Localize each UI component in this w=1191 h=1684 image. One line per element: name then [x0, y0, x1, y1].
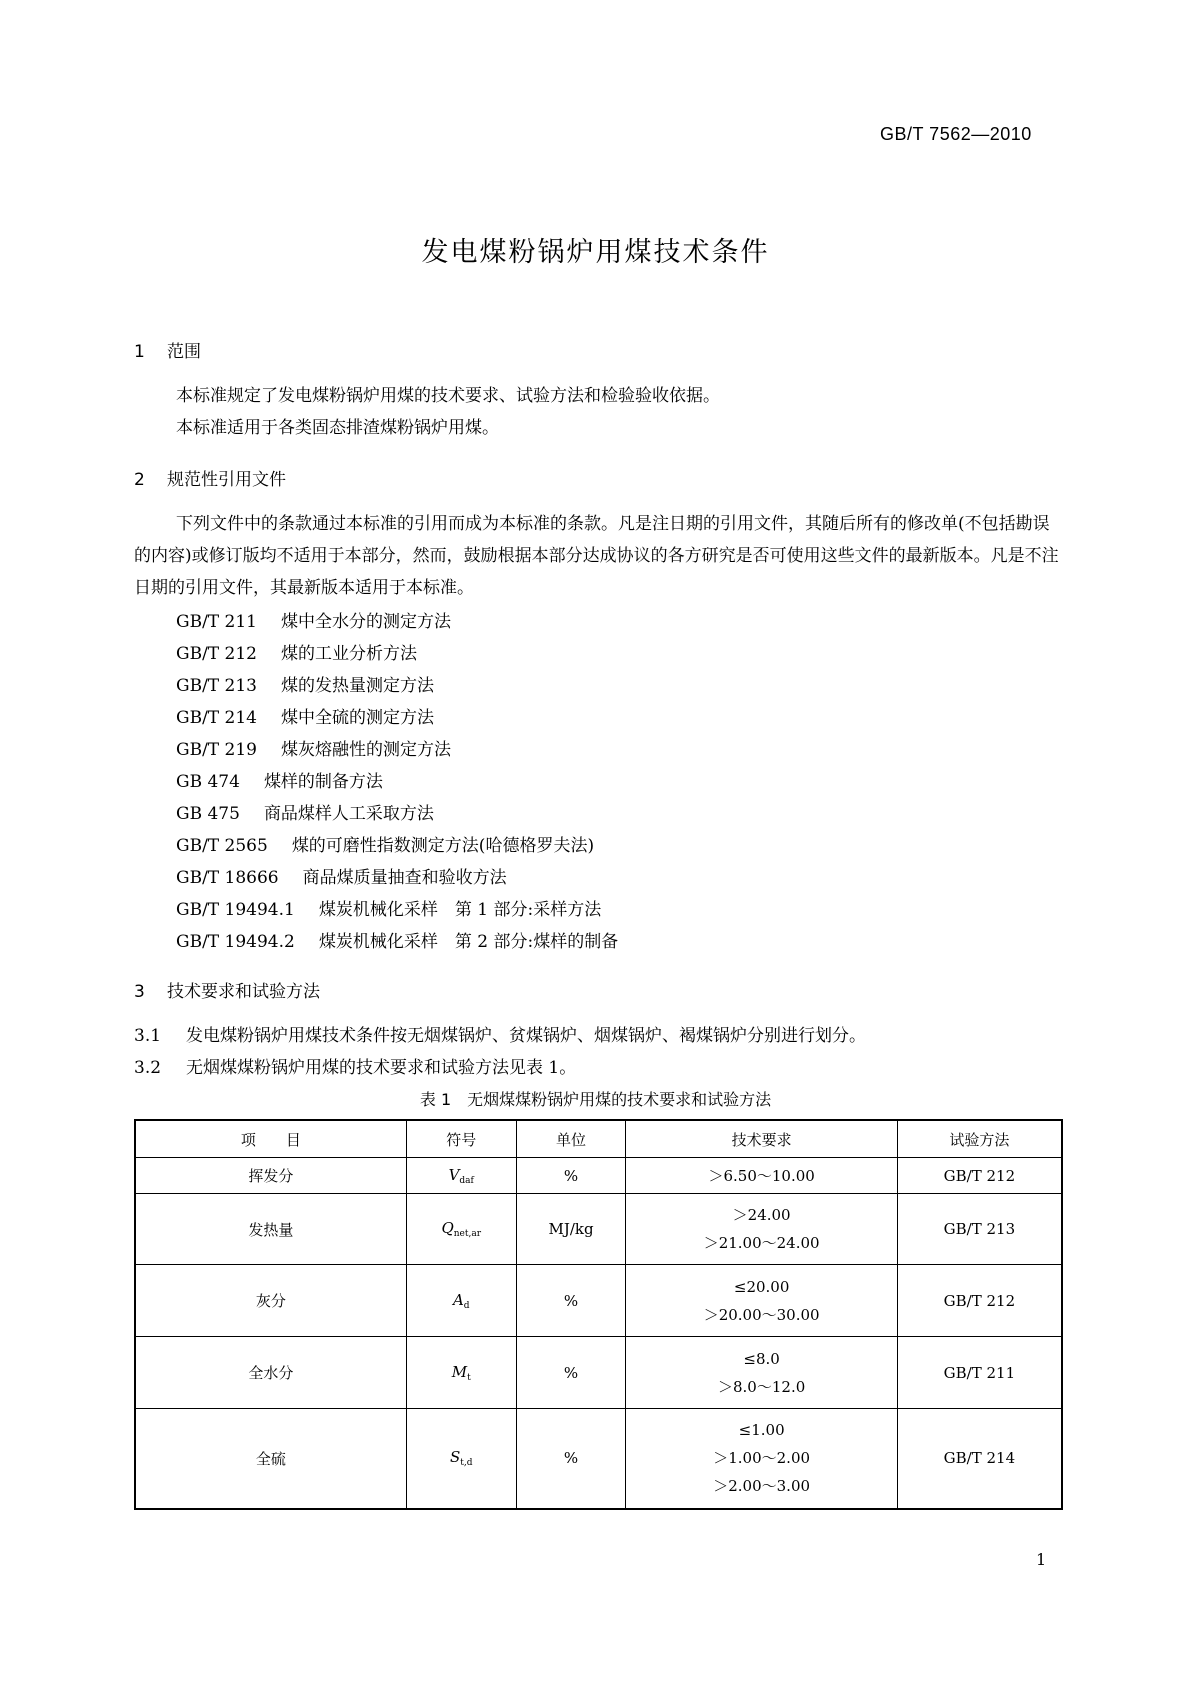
reference-title: 煤的可磨性指数测定方法(哈德格罗夫法) [291, 836, 595, 856]
page-number: 1 [1036, 1550, 1047, 1569]
item-cell: 全水分 [135, 1337, 406, 1409]
reference-item [176, 894, 618, 926]
header-item: 项 目 [135, 1120, 406, 1158]
reference-code: GB/T 19494.1 [176, 900, 295, 920]
symbol-main: Q [441, 1219, 454, 1237]
requirement-line: ＞8.0～12.0 [718, 1377, 806, 1396]
symbol-subscript: t,d [460, 1458, 473, 1469]
clause-text: 发电煤粉锅炉用煤技术条件按无烟煤锅炉、贫煤锅炉、烟煤锅炉、褐煤锅炉分别进行划分。 [186, 1026, 866, 1046]
reference-item [176, 734, 618, 766]
unit-cell: % [516, 1265, 626, 1337]
reference-item [176, 638, 618, 670]
unit-cell: % [516, 1409, 626, 1509]
header-unit: 单位 [516, 1120, 626, 1158]
header-method: 试验方法 [897, 1120, 1062, 1158]
section-1-heading [134, 337, 201, 362]
symbol-subscript: t [467, 1372, 471, 1383]
table-row [135, 1265, 1062, 1337]
requirement-cell [626, 1337, 897, 1409]
item-cell: 挥发分 [135, 1158, 406, 1194]
symbol-main: A [452, 1290, 464, 1309]
reference-code: GB/T 212 [176, 644, 257, 664]
table-caption: 表 1 无烟煤煤粉锅炉用煤的技术要求和试验方法 [419, 1090, 772, 1109]
table-row [135, 1337, 1062, 1409]
reference-code: GB/T 2565 [176, 836, 268, 856]
reference-item [176, 830, 618, 862]
reference-item [176, 670, 618, 702]
table-row [135, 1409, 1062, 1509]
paragraph: 下列文件中的条款通过本标准的引用而成为本标准的条款。凡是注日期的引用文件，其随后所有的修改单(不包括勘误的内容)或修订版均不适用于本部分，然而，鼓励根据本部分达成协议的各方研究是否可使用这些文件的最新版本。凡是不注日期的引用文件，其最新版本适用于本标准。 [134, 514, 1059, 598]
reference-item [176, 606, 618, 638]
symbol-subscript: d [463, 1300, 470, 1311]
requirement-line: ＞24.00 [732, 1206, 791, 1224]
section-number: 2 [134, 470, 145, 490]
requirement-line: ＞1.00～2.00 [713, 1449, 811, 1468]
reference-item [176, 798, 618, 830]
table-row [135, 1158, 1062, 1194]
requirement-line: ≤1.00 [738, 1421, 785, 1440]
section-number: 3 [134, 982, 145, 1002]
symbol-subscript: daf [459, 1175, 474, 1186]
requirement-line: ＞20.00～30.00 [703, 1305, 820, 1324]
requirement-line: ＞2.00～3.00 [713, 1477, 811, 1496]
reference-code: GB/T 214 [176, 708, 257, 728]
requirements-table [134, 1119, 1063, 1510]
standard-id: GB/T 7562—2010 [880, 124, 1032, 144]
reference-code: GB/T 213 [176, 676, 257, 696]
item-cell: 全硫 [135, 1409, 406, 1509]
header-requirement: 技术要求 [626, 1120, 897, 1158]
document-title: 发电煤粉锅炉用煤技术条件 [421, 237, 770, 268]
paragraph: 本标准规定了发电煤粉锅炉用煤的技术要求、试验方法和检验验收依据。 [176, 386, 720, 406]
symbol-cell [406, 1337, 516, 1409]
requirement-cell [626, 1409, 897, 1509]
clause-text: 无烟煤煤粉锅炉用煤的技术要求和试验方法见表 1。 [186, 1058, 577, 1078]
reference-item [176, 702, 618, 734]
method-cell: GB/T 212 [897, 1265, 1062, 1337]
reference-item [176, 862, 618, 894]
reference-title: 煤样的制备方法 [263, 772, 383, 792]
symbol-main: S [449, 1448, 461, 1467]
unit-cell: % [516, 1158, 626, 1194]
reference-title: 煤炭机械化采样 第 1 部分:采样方法 [318, 900, 602, 920]
requirement-cell [626, 1158, 897, 1194]
clause-3-1 [134, 1021, 866, 1046]
header-symbol: 符号 [406, 1120, 516, 1158]
reference-title: 商品煤质量抽查和验收方法 [302, 868, 507, 888]
symbol-cell [406, 1409, 516, 1509]
reference-title: 煤中全水分的测定方法 [281, 612, 451, 632]
reference-item [176, 926, 618, 958]
reference-list [176, 606, 618, 958]
clause-number: 3.1 [134, 1026, 162, 1046]
reference-title: 煤灰熔融性的测定方法 [281, 740, 451, 760]
clause-3-2 [134, 1053, 576, 1078]
table-row [135, 1194, 1062, 1265]
requirement-line: ≤8.0 [743, 1349, 780, 1368]
unit-cell: MJ/kg [516, 1194, 626, 1265]
reference-title: 煤的发热量测定方法 [281, 676, 434, 696]
symbol-main: M [451, 1362, 468, 1381]
requirement-line: ＞21.00～24.00 [703, 1234, 820, 1252]
section-title: 规范性引用文件 [167, 470, 286, 490]
item-cell: 发热量 [135, 1194, 406, 1265]
symbol-cell [406, 1265, 516, 1337]
section-title: 范围 [167, 342, 201, 362]
clause-number: 3.2 [134, 1058, 162, 1078]
requirement-line: ≤20.00 [733, 1277, 790, 1296]
method-cell: GB/T 213 [897, 1194, 1062, 1265]
symbol-main: V [448, 1165, 460, 1184]
table-header-row [135, 1120, 1062, 1158]
reference-title: 煤炭机械化采样 第 2 部分:煤样的制备 [318, 932, 619, 952]
symbol-cell [406, 1158, 516, 1194]
reference-title: 煤的工业分析方法 [281, 644, 417, 664]
section-2-heading [134, 465, 286, 490]
reference-title: 煤中全硫的测定方法 [281, 708, 434, 728]
reference-code: GB/T 219 [176, 740, 257, 760]
method-cell: GB/T 214 [897, 1409, 1062, 1509]
method-cell: GB/T 211 [897, 1337, 1062, 1409]
requirement-cell [626, 1194, 897, 1265]
section-3-heading [134, 977, 320, 1002]
item-cell: 灰分 [135, 1265, 406, 1337]
section-title: 技术要求和试验方法 [167, 982, 320, 1002]
reference-code: GB 474 [176, 772, 240, 792]
reference-code: GB/T 211 [176, 612, 257, 632]
method-cell: GB/T 212 [897, 1158, 1062, 1194]
unit-cell: % [516, 1337, 626, 1409]
reference-item [176, 766, 618, 798]
paragraph: 本标准适用于各类固态排渣煤粉锅炉用煤。 [176, 418, 499, 438]
symbol-subscript: net,ar [453, 1229, 482, 1239]
requirement-line: ＞6.50～10.00 [708, 1166, 815, 1185]
reference-code: GB/T 18666 [176, 868, 279, 888]
reference-code: GB 475 [176, 804, 240, 824]
requirement-cell [626, 1265, 897, 1337]
reference-code: GB/T 19494.2 [176, 932, 295, 952]
symbol-cell [406, 1194, 516, 1265]
reference-title: 商品煤样人工采取方法 [263, 804, 434, 824]
section-number: 1 [134, 342, 145, 362]
